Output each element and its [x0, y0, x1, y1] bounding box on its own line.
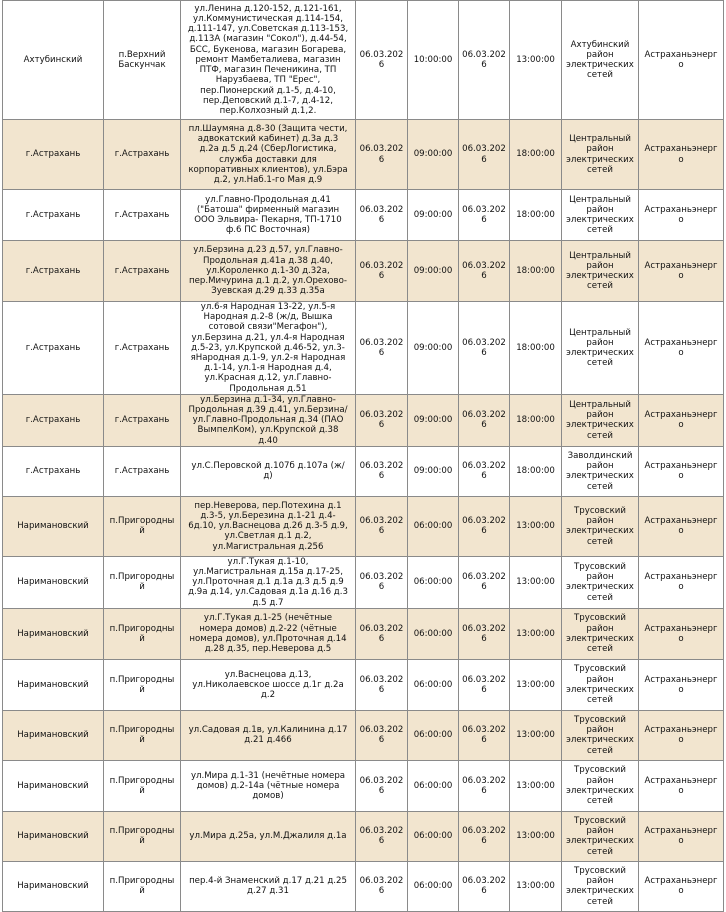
- network-cell: Центральный район электрических сетей: [562, 394, 639, 446]
- locality-cell: п.Пригородный: [104, 608, 181, 659]
- start-time-cell: 06:00:00: [408, 496, 459, 556]
- start-time-cell: 10:00:00: [408, 1, 459, 120]
- district-cell: Наримановский: [3, 710, 104, 760]
- end-date-cell: 06.03.2026: [459, 394, 510, 446]
- end-time-cell: 13:00:00: [510, 811, 562, 861]
- start-time-cell: 06:00:00: [408, 608, 459, 659]
- start-date-cell: 06.03.2026: [356, 120, 408, 190]
- end-date-cell: 06.03.2026: [459, 710, 510, 760]
- end-time-cell: 18:00:00: [510, 302, 562, 395]
- network-cell: Трусовский район электрических сетей: [562, 496, 639, 556]
- address-cell: пл.Шаумяна д.8-30 (Защита чести, адвокатский кабинет) д.3а д.3 д.2а д.5 д.24 (СберЛогистика, служба доставки для корпоративных клиентов), ул.Бэра д.2, ул.Наб.1-го Мая д.9: [181, 120, 356, 190]
- locality-cell: г.Астрахань: [104, 446, 181, 496]
- end-date-cell: 06.03.2026: [459, 190, 510, 241]
- start-time-cell: 09:00:00: [408, 120, 459, 190]
- end-time-cell: 18:00:00: [510, 120, 562, 190]
- address-cell: ул.Мира д.25а, ул.М.Джалиля д.1а: [181, 811, 356, 861]
- table-row: [3, 556, 724, 608]
- company-cell: Астраханьэнерго: [639, 446, 724, 496]
- locality-cell: п.Пригородный: [104, 861, 181, 911]
- locality-cell: п.Пригородный: [104, 496, 181, 556]
- network-cell: Трусовский район электрических сетей: [562, 811, 639, 861]
- start-date-cell: 06.03.2026: [356, 446, 408, 496]
- network-cell: Трусовский район электрических сетей: [562, 861, 639, 911]
- network-cell: Центральный район электрических сетей: [562, 120, 639, 190]
- district-cell: г.Астрахань: [3, 302, 104, 395]
- start-date-cell: 06.03.2026: [356, 394, 408, 446]
- district-cell: Наримановский: [3, 496, 104, 556]
- district-cell: Ахтубинский: [3, 1, 104, 120]
- start-time-cell: 06:00:00: [408, 760, 459, 811]
- start-date-cell: 06.03.2026: [356, 496, 408, 556]
- locality-cell: п.Пригородный: [104, 710, 181, 760]
- start-time-cell: 06:00:00: [408, 710, 459, 760]
- address-cell: ул.Берзина д.1-34, ул.Главно-Продольная д.39 д.41, ул.Берзина/ ул.Главно-Продольная д.34 (ПАО ВымпелКом), ул.Крупской д.38 д.40: [181, 394, 356, 446]
- district-cell: Наримановский: [3, 811, 104, 861]
- table-row: [3, 120, 724, 190]
- table-row: [3, 302, 724, 395]
- outage-schedule-table: [2, 0, 724, 912]
- network-cell: Трусовский район электрических сетей: [562, 556, 639, 608]
- end-time-cell: 18:00:00: [510, 190, 562, 241]
- table-row: [3, 394, 724, 446]
- locality-cell: г.Астрахань: [104, 241, 181, 302]
- company-cell: Астраханьэнерго: [639, 120, 724, 190]
- end-time-cell: 13:00:00: [510, 760, 562, 811]
- locality-cell: п.Пригородный: [104, 556, 181, 608]
- address-cell: ул.С.Перовской д.107б д.107а (ж/д): [181, 446, 356, 496]
- company-cell: Астраханьэнерго: [639, 760, 724, 811]
- locality-cell: п.Пригородный: [104, 811, 181, 861]
- table-row: [3, 659, 724, 710]
- address-cell: ул.Главно-Продольная д.41 ("Батоша" фирменный магазин ООО Эльвира- Пекарня, ТП-1710 ф.6 ПС Восточная): [181, 190, 356, 241]
- address-cell: ул.6-я Народная 13-22, ул.5-я Народная д.2-8 (ж/д, Вышка сотовой связи"Мегафон"), ул.Берзина д.21, ул.4-я Народная д.5-23, ул.Крупской д.46-52, ул.3-яНародная д.1-9, ул.2-я Народная д.1-14, ул.1-я Народная д.4, ул.Красная д.12, ул.Главно-Продольная д.51: [181, 302, 356, 395]
- end-time-cell: 13:00:00: [510, 710, 562, 760]
- company-cell: Астраханьэнерго: [639, 811, 724, 861]
- district-cell: г.Астрахань: [3, 190, 104, 241]
- table-row: [3, 1, 724, 120]
- district-cell: г.Астрахань: [3, 394, 104, 446]
- start-time-cell: 06:00:00: [408, 659, 459, 710]
- company-cell: Астраханьэнерго: [639, 394, 724, 446]
- end-date-cell: 06.03.2026: [459, 302, 510, 395]
- table-row: [3, 241, 724, 302]
- company-cell: Астраханьэнерго: [639, 861, 724, 911]
- start-time-cell: 06:00:00: [408, 811, 459, 861]
- start-date-cell: 06.03.2026: [356, 659, 408, 710]
- start-time-cell: 09:00:00: [408, 302, 459, 395]
- start-time-cell: 09:00:00: [408, 190, 459, 241]
- district-cell: Наримановский: [3, 556, 104, 608]
- district-cell: г.Астрахань: [3, 446, 104, 496]
- network-cell: Заволдинский район электрических сетей: [562, 446, 639, 496]
- table-row: [3, 710, 724, 760]
- start-time-cell: 09:00:00: [408, 446, 459, 496]
- end-date-cell: 06.03.2026: [459, 659, 510, 710]
- company-cell: Астраханьэнерго: [639, 190, 724, 241]
- table-row: [3, 861, 724, 911]
- address-cell: ул.Мира д.1-31 (нечётные номера домов) д.2-14а (чётные номера домов): [181, 760, 356, 811]
- start-date-cell: 06.03.2026: [356, 241, 408, 302]
- network-cell: Трусовский район электрических сетей: [562, 659, 639, 710]
- company-cell: Астраханьэнерго: [639, 241, 724, 302]
- end-time-cell: 13:00:00: [510, 556, 562, 608]
- address-cell: ул.Садовая д.1в, ул.Калинина д.17 д.21 д.466: [181, 710, 356, 760]
- table-row: [3, 496, 724, 556]
- district-cell: г.Астрахань: [3, 120, 104, 190]
- district-cell: Наримановский: [3, 608, 104, 659]
- end-date-cell: 06.03.2026: [459, 861, 510, 911]
- address-cell: ул.Ленина д.120-152, д.121-161, ул.Коммунистическая д.114-154, д.111-147, ул.Советская д.113-153, д.113А (магазин "Сокол"), д.44-54, БСС, Букенова, магазин Богарева, ремонт Мамбеталиева, магазин ПТФ, магазин Печеникина, ТП Нарузбаева, ТП "Ерес", пер.Пионерский д.1-5, д.4-10, пер.Деповский д.1-7, д.4-12, пер.Колхозный д.1,2.: [181, 1, 356, 120]
- start-date-cell: 06.03.2026: [356, 302, 408, 395]
- address-cell: ул.Г.Тукая д.1-10, ул.Магистральная д.15а д.17-25, ул.Проточная д.1 д.1а д.3 д.5 д.9 д.9а д.14, ул.Садовая д.1а д.16 д.3 д.5 д.7: [181, 556, 356, 608]
- table-row: [3, 190, 724, 241]
- end-time-cell: 13:00:00: [510, 1, 562, 120]
- end-date-cell: 06.03.2026: [459, 120, 510, 190]
- end-date-cell: 06.03.2026: [459, 446, 510, 496]
- start-time-cell: 06:00:00: [408, 861, 459, 911]
- start-date-cell: 06.03.2026: [356, 811, 408, 861]
- end-date-cell: 06.03.2026: [459, 1, 510, 120]
- company-cell: Астраханьэнерго: [639, 659, 724, 710]
- network-cell: Ахтубинский район электрических сетей: [562, 1, 639, 120]
- start-time-cell: 09:00:00: [408, 241, 459, 302]
- start-date-cell: 06.03.2026: [356, 710, 408, 760]
- start-time-cell: 06:00:00: [408, 556, 459, 608]
- table-row: [3, 760, 724, 811]
- company-cell: Астраханьэнерго: [639, 608, 724, 659]
- company-cell: Астраханьэнерго: [639, 302, 724, 395]
- district-cell: Наримановский: [3, 861, 104, 911]
- start-time-cell: 09:00:00: [408, 394, 459, 446]
- address-cell: ул.Г.Тукая д.1-25 (нечётные номера домов) д.2-22 (чётные номера домов), ул.Проточная д.14 д.28 д.35, пер.Неверова д.5: [181, 608, 356, 659]
- network-cell: Трусовский район электрических сетей: [562, 760, 639, 811]
- locality-cell: п.Пригородный: [104, 659, 181, 710]
- company-cell: Астраханьэнерго: [639, 710, 724, 760]
- end-time-cell: 18:00:00: [510, 446, 562, 496]
- table-row: [3, 608, 724, 659]
- network-cell: Центральный район электрических сетей: [562, 241, 639, 302]
- start-date-cell: 06.03.2026: [356, 190, 408, 241]
- locality-cell: г.Астрахань: [104, 120, 181, 190]
- company-cell: Астраханьэнерго: [639, 556, 724, 608]
- table-row: [3, 446, 724, 496]
- end-time-cell: 13:00:00: [510, 659, 562, 710]
- end-time-cell: 13:00:00: [510, 496, 562, 556]
- district-cell: г.Астрахань: [3, 241, 104, 302]
- end-date-cell: 06.03.2026: [459, 496, 510, 556]
- start-date-cell: 06.03.2026: [356, 608, 408, 659]
- end-date-cell: 06.03.2026: [459, 760, 510, 811]
- end-time-cell: 13:00:00: [510, 608, 562, 659]
- locality-cell: п.Пригородный: [104, 760, 181, 811]
- start-date-cell: 06.03.2026: [356, 1, 408, 120]
- start-date-cell: 06.03.2026: [356, 556, 408, 608]
- address-cell: пер.4-й Знаменский д.17 д.21 д.25 д.27 д.31: [181, 861, 356, 911]
- address-cell: пер.Неверова, пер.Потехина д.1 д.3-5, ул.Березина д.1-21 д.4-6д.10, ул.Васнецова д.26 д.3-5 д.9, ул.Светлая д.1 д.2, ул.Магистральная д.256: [181, 496, 356, 556]
- start-date-cell: 06.03.2026: [356, 760, 408, 811]
- company-cell: Астраханьэнерго: [639, 1, 724, 120]
- address-cell: ул.Берзина д.23 д.57, ул.Главно-Продольная д.41а д.38 д.40, ул.Короленко д.1-30 д.32а, пер.Мичурина д.1 д.2, ул.Орехово-Зуевская д.29 д.33 д.35а: [181, 241, 356, 302]
- end-date-cell: 06.03.2026: [459, 608, 510, 659]
- network-cell: Центральный район электрических сетей: [562, 302, 639, 395]
- company-cell: Астраханьэнерго: [639, 496, 724, 556]
- end-date-cell: 06.03.2026: [459, 241, 510, 302]
- end-time-cell: 13:00:00: [510, 861, 562, 911]
- end-date-cell: 06.03.2026: [459, 556, 510, 608]
- end-time-cell: 18:00:00: [510, 241, 562, 302]
- network-cell: Трусовский район электрических сетей: [562, 710, 639, 760]
- address-cell: ул.Васнецова д.13, ул.Николаевское шоссе д.1г д.2а д.2: [181, 659, 356, 710]
- network-cell: Трусовский район электрических сетей: [562, 608, 639, 659]
- locality-cell: г.Астрахань: [104, 394, 181, 446]
- end-date-cell: 06.03.2026: [459, 811, 510, 861]
- district-cell: Наримановский: [3, 659, 104, 710]
- start-date-cell: 06.03.2026: [356, 861, 408, 911]
- table-row: [3, 811, 724, 861]
- locality-cell: г.Астрахань: [104, 190, 181, 241]
- network-cell: Центральный район электрических сетей: [562, 190, 639, 241]
- locality-cell: п.Верхний Баскунчак: [104, 1, 181, 120]
- end-time-cell: 18:00:00: [510, 394, 562, 446]
- locality-cell: г.Астрахань: [104, 302, 181, 395]
- district-cell: Наримановский: [3, 760, 104, 811]
